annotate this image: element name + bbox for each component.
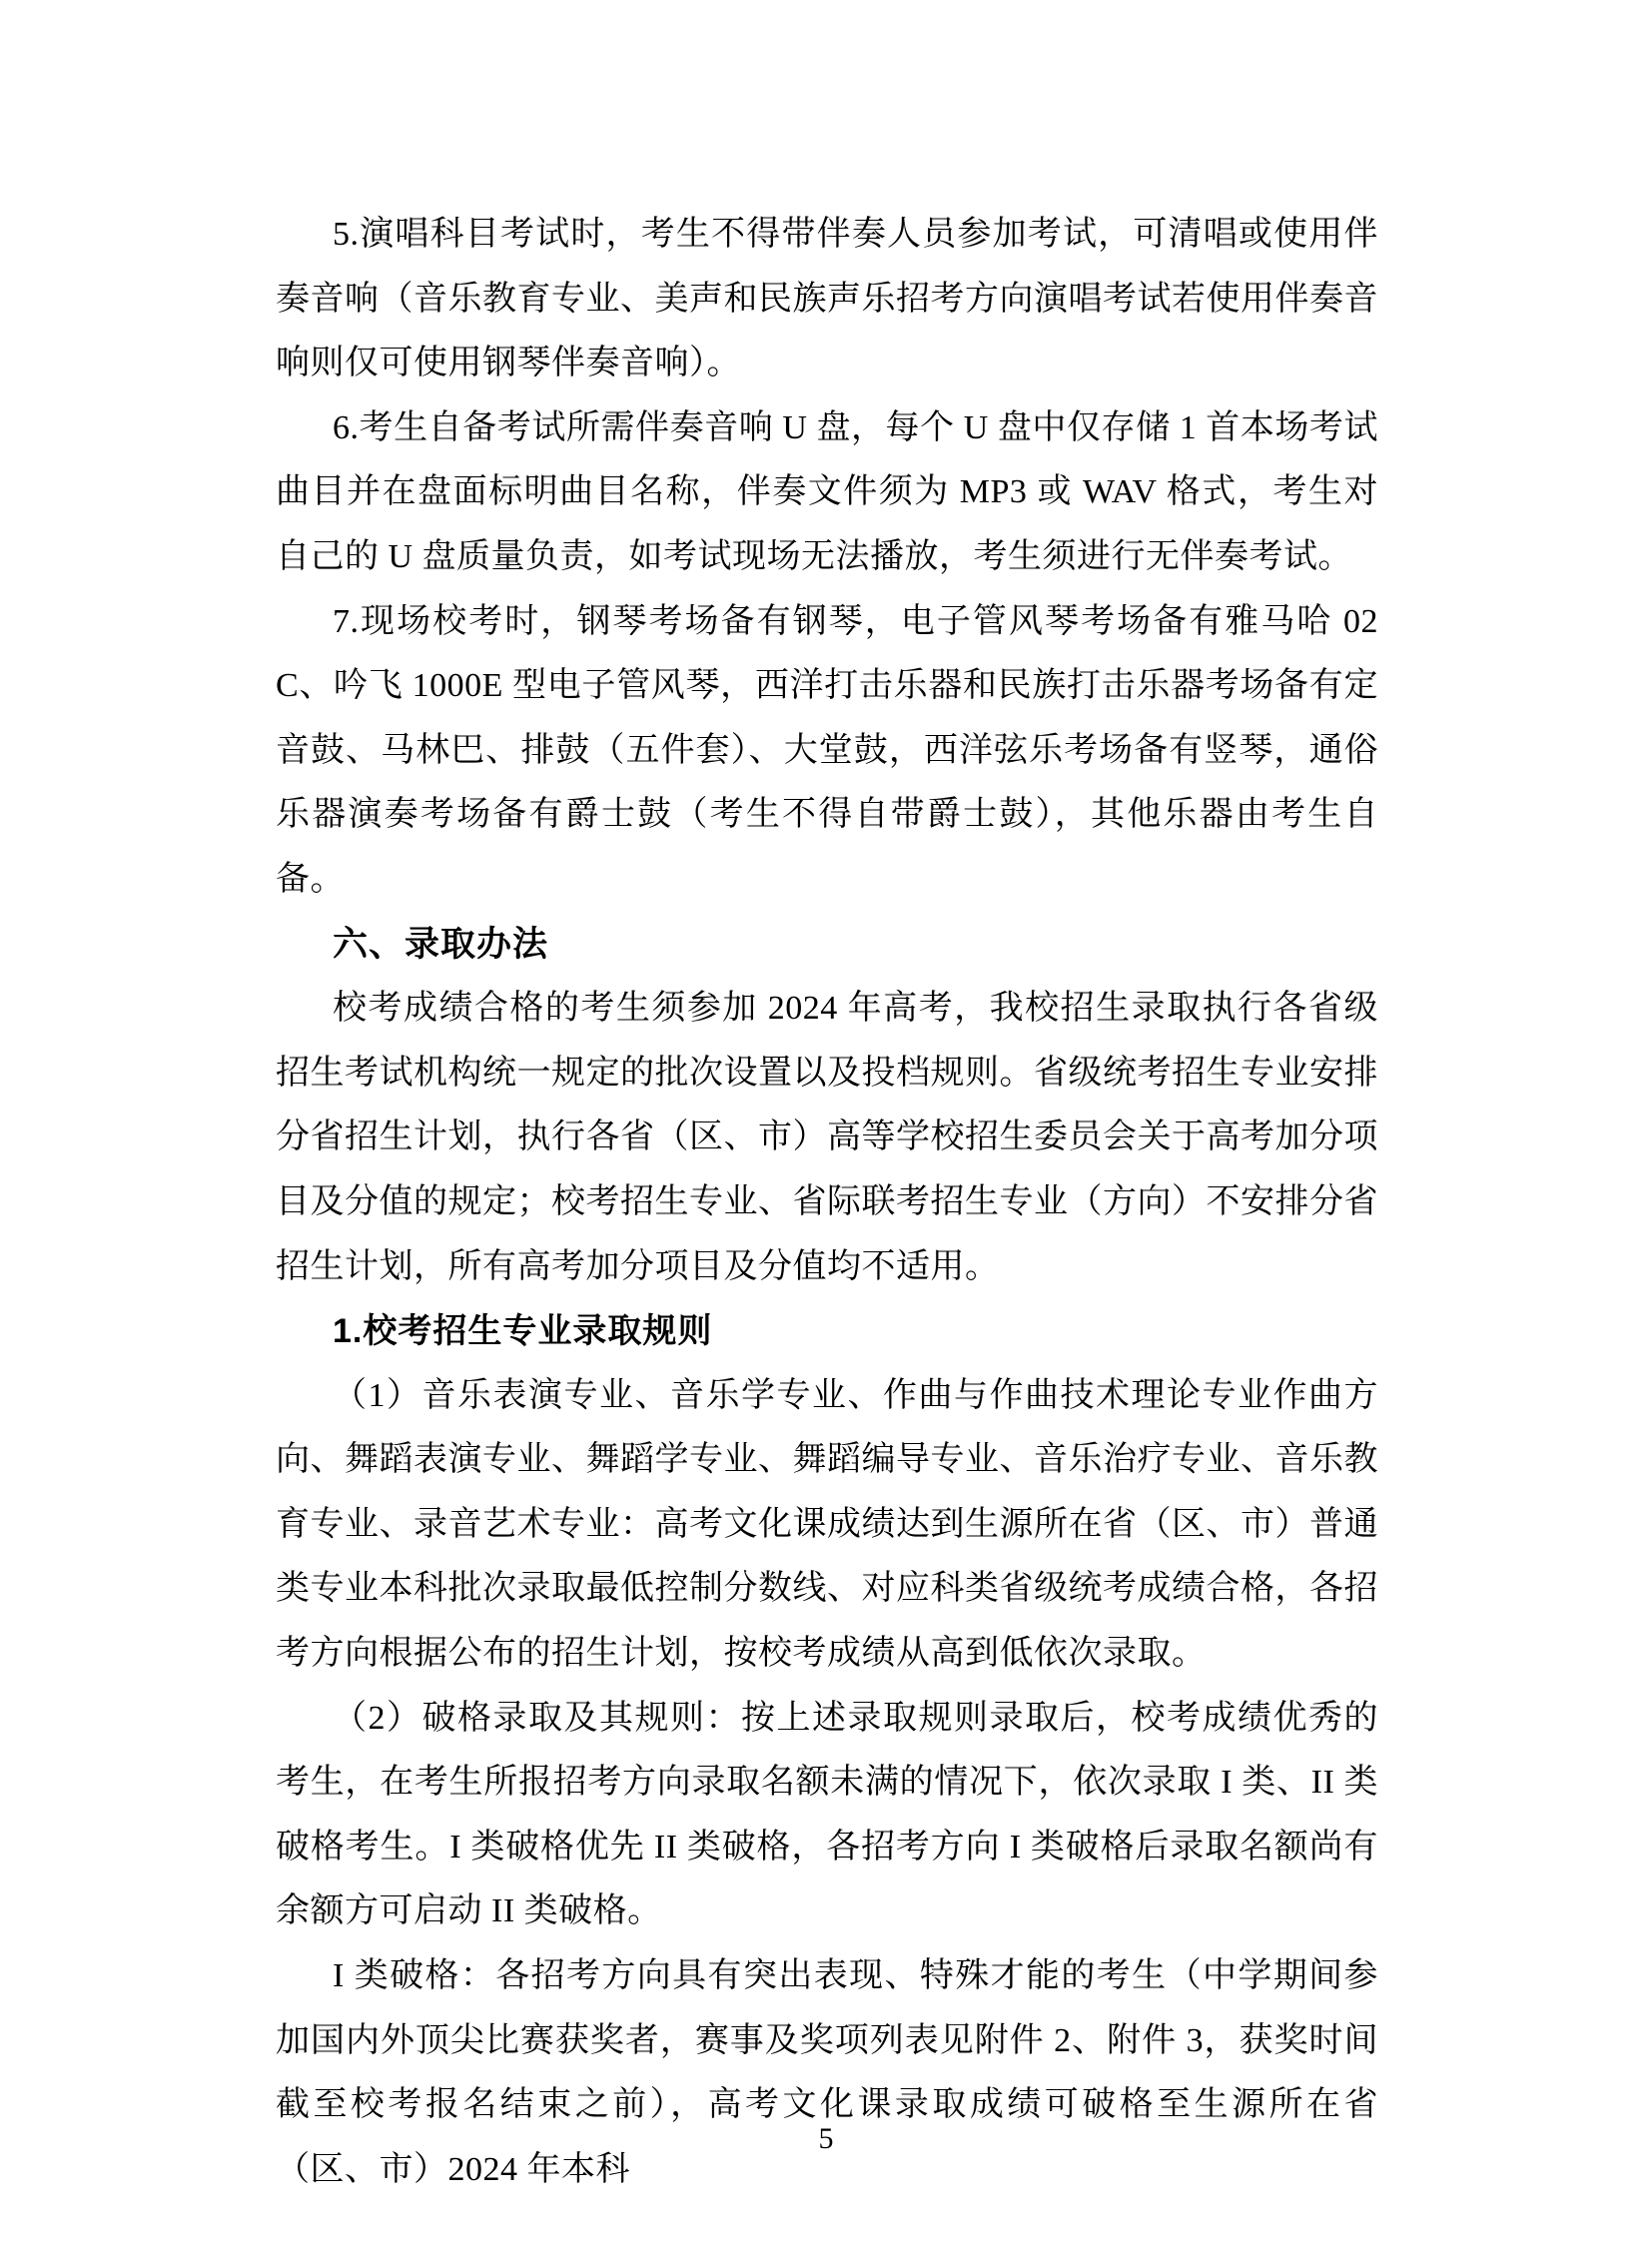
- paragraph: 6.考生自备考试所需伴奏音响 U 盘，每个 U 盘中仅存储 1 首本场考试曲目并在盘面标明曲目名称，伴奏文件须为 MP3 或 WAV 格式，考生对自己的 U 盘质量负责，如考试现场无法播放，考生须进行无伴奏考试。: [276, 408, 1378, 575]
- document-body: [276, 203, 1378, 2202]
- paragraph: （1）音乐表演专业、音乐学专业、作曲与作曲技术理论专业作曲方向、舞蹈表演专业、舞蹈学专业、舞蹈编导专业、音乐治疗专业、音乐教育专业、录音艺术专业：高考文化课成绩达到生源所在省（区、市）普通类专业本科批次录取最低控制分数线、对应科类省级统考成绩合格，各招考方向根据公布的招生计划，按校考成绩从高到低依次录取。: [276, 1376, 1378, 1673]
- paragraph: 7.现场校考时，钢琴考场备有钢琴，电子管风琴考场备有雅马哈 02C、吟飞 1000E 型电子管风琴，西洋打击乐器和民族打击乐器考场备有定音鼓、马林巴、排鼓（五件套）、大堂鼓，西洋弦乐考场备有竖琴，通俗乐器演奏考场备有爵士鼓（考生不得自带爵士鼓），其他乐器由考生自备。: [276, 602, 1378, 898]
- paragraph: I 类破格：各招考方向具有突出表现、特殊才能的考生（中学期间参加国内外顶尖比赛获奖者，赛事及奖项列表见附件 2、附件 3，获奖时间截至校考报名结束之前），高考文化课录取成绩可破格至生源所在省（区、市）2024 年本科: [276, 1957, 1378, 2188]
- section-heading: 六、录取办法: [333, 924, 549, 964]
- paragraph: （2）破格录取及其规则：按上述录取规则录取后，校考成绩优秀的考生，在考生所报招考方向录取名额未满的情况下，依次录取 I 类、II 类破格考生。I 类破格优先 II 类破格，各招考方向 I 类破格后录取名额尚有余额方可启动 II 类破格。: [276, 1699, 1378, 1930]
- paragraph: 校考成绩合格的考生须参加 2024 年高考，我校招生录取执行各省级招生考试机构统一规定的批次设置以及投档规则。省级统考招生专业安排分省招生计划，执行各省（区、市）高等学校招生委员会关于高考加分项目及分值的规定；校考招生专业、省际联考招生专业（方向）不安排分省招生计划，所有高考加分项目及分值均不适用。: [276, 990, 1378, 1285]
- subsection-heading: 1.校考招生专业录取规则: [333, 1312, 713, 1351]
- paragraph: 5.演唱科目考试时，考生不得带伴奏人员参加考试，可清唱或使用伴奏音响（音乐教育专业、美声和民族声乐招考方向演唱考试若使用伴奏音响则仅可使用钢琴伴奏音响）。: [276, 216, 1378, 382]
- page-number: 5: [818, 2122, 834, 2155]
